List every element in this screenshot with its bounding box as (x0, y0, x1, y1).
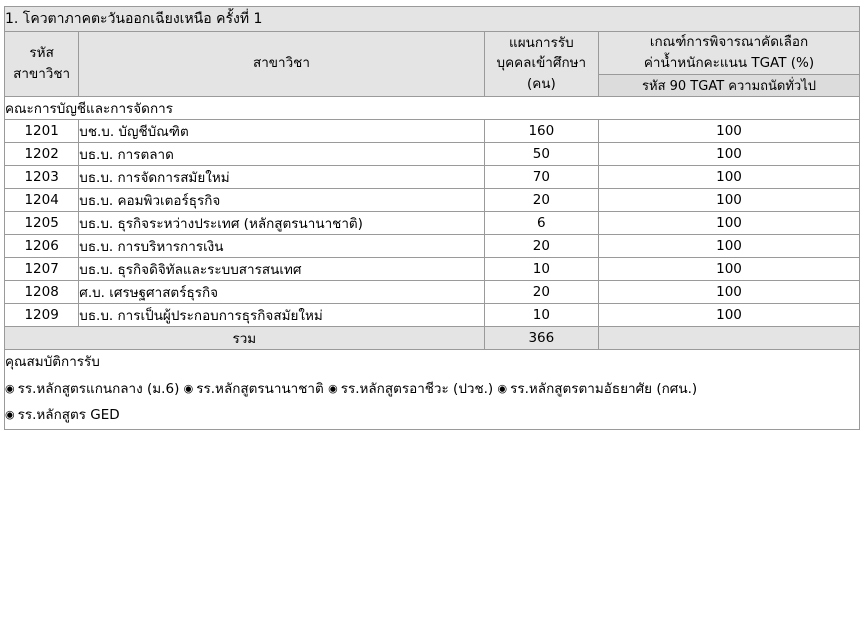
row-code: 1203 (5, 165, 79, 188)
row-plan: 10 (484, 303, 598, 326)
row-plan: 10 (484, 257, 598, 280)
bullet-icon: ◉ (5, 407, 15, 421)
row-plan: 6 (484, 211, 598, 234)
row-code: 1205 (5, 211, 79, 234)
row-program: ศ.บ. เศรษฐศาสตร์ธุรกิจ (79, 280, 484, 303)
row-code: 1207 (5, 257, 79, 280)
header-program: สาขาวิชา (79, 32, 484, 97)
table-header-row (5, 32, 860, 75)
table-row (5, 211, 860, 234)
row-code: 1206 (5, 234, 79, 257)
faculty-group-row (5, 96, 860, 119)
row-code: 1201 (5, 119, 79, 142)
row-weight: 100 (599, 119, 860, 142)
row-program: บธ.บ. การบริหารการเงิน (79, 234, 484, 257)
table-row (5, 142, 860, 165)
row-program: บธ.บ. ธุรกิจระหว่างประเทศ (หลักสูตรนานาชาติ) (79, 211, 484, 234)
qualification-title: คุณสมบัติการรับ (5, 353, 100, 370)
row-program: บธ.บ. การเป็นผู้ประกอบการธุรกิจสมัยใหม่ (79, 303, 484, 326)
header-criteria-line2: ค่าน้ำหนักคะแนน TGAT (%) (643, 54, 815, 71)
row-weight: 100 (599, 188, 860, 211)
qualification-line-2 (5, 403, 859, 429)
row-program: บธ.บ. คอมพิวเตอร์ธุรกิจ (79, 188, 484, 211)
total-row (5, 326, 860, 349)
qualification-line-1 (5, 377, 859, 403)
header-criteria-sub: รหัส 90 TGAT ความถนัดทั่วไป (599, 74, 860, 96)
row-weight: 100 (599, 142, 860, 165)
table-row (5, 303, 860, 326)
row-code: 1208 (5, 280, 79, 303)
header-plan-line2: บุคคลเข้าศึกษา (496, 55, 587, 72)
row-plan: 20 (484, 280, 598, 303)
row-program: บธ.บ. ธุรกิจดิจิทัลและระบบสารสนเทศ (79, 257, 484, 280)
table-row (5, 188, 860, 211)
total-weight (599, 326, 860, 349)
row-weight: 100 (599, 303, 860, 326)
header-code-line1: รหัส (29, 45, 54, 61)
row-program: บธ.บ. การตลาด (79, 142, 484, 165)
row-plan: 50 (484, 142, 598, 165)
qualification-item: รร.หลักสูตรตามอัธยาศัย (กศน.) (510, 381, 698, 398)
table-title-row (5, 7, 860, 32)
header-criteria-line1: เกณฑ์การพิจารณาคัดเลือก (649, 34, 809, 50)
row-code: 1202 (5, 142, 79, 165)
faculty-group-label: คณะการบัญชีและการจัดการ (5, 96, 860, 119)
qualification-item: รร.หลักสูตรนานาชาติ (196, 381, 324, 398)
header-code-line2: สาขาวิชา (13, 65, 71, 82)
table-row (5, 234, 860, 257)
table-row (5, 280, 860, 303)
table-row (5, 119, 860, 142)
row-weight: 100 (599, 257, 860, 280)
total-plan: 366 (484, 326, 598, 349)
header-code (5, 32, 79, 97)
row-plan: 20 (484, 234, 598, 257)
row-weight: 100 (599, 165, 860, 188)
row-code: 1204 (5, 188, 79, 211)
quota-table (4, 6, 860, 430)
row-plan: 70 (484, 165, 598, 188)
bullet-icon: ◉ (183, 382, 194, 396)
row-code: 1209 (5, 303, 79, 326)
row-program: บธ.บ. การจัดการสมัยใหม่ (79, 165, 484, 188)
bullet-icon: ◉ (328, 382, 338, 396)
header-plan-line1: แผนการรับ (509, 34, 574, 51)
row-plan: 160 (484, 119, 598, 142)
qualification-note (5, 349, 860, 429)
table-row (5, 257, 860, 280)
page-title: 1. โควตาภาคตะวันออกเฉียงเหนือ ครั้งที่ 1 (5, 7, 860, 32)
header-criteria (599, 32, 860, 75)
footer-row (5, 349, 860, 429)
header-plan-line3: (คน) (526, 76, 556, 93)
total-label: รวม (5, 326, 485, 349)
qualification-item: รร.หลักสูตรอาชีวะ (ปวช.) (340, 381, 494, 398)
bullet-icon: ◉ (497, 382, 508, 396)
row-weight: 100 (599, 280, 860, 303)
row-program: บช.บ. บัญชีบัณฑิต (79, 119, 484, 142)
table-row (5, 165, 860, 188)
row-weight: 100 (599, 211, 860, 234)
row-plan: 20 (484, 188, 598, 211)
qualification-item: รร.หลักสูตรแกนกลาง (ม.6) (17, 381, 180, 398)
row-weight: 100 (599, 234, 860, 257)
bullet-icon: ◉ (5, 382, 15, 396)
header-plan (484, 32, 598, 97)
qualification-item: รร.หลักสูตร GED (17, 407, 120, 424)
